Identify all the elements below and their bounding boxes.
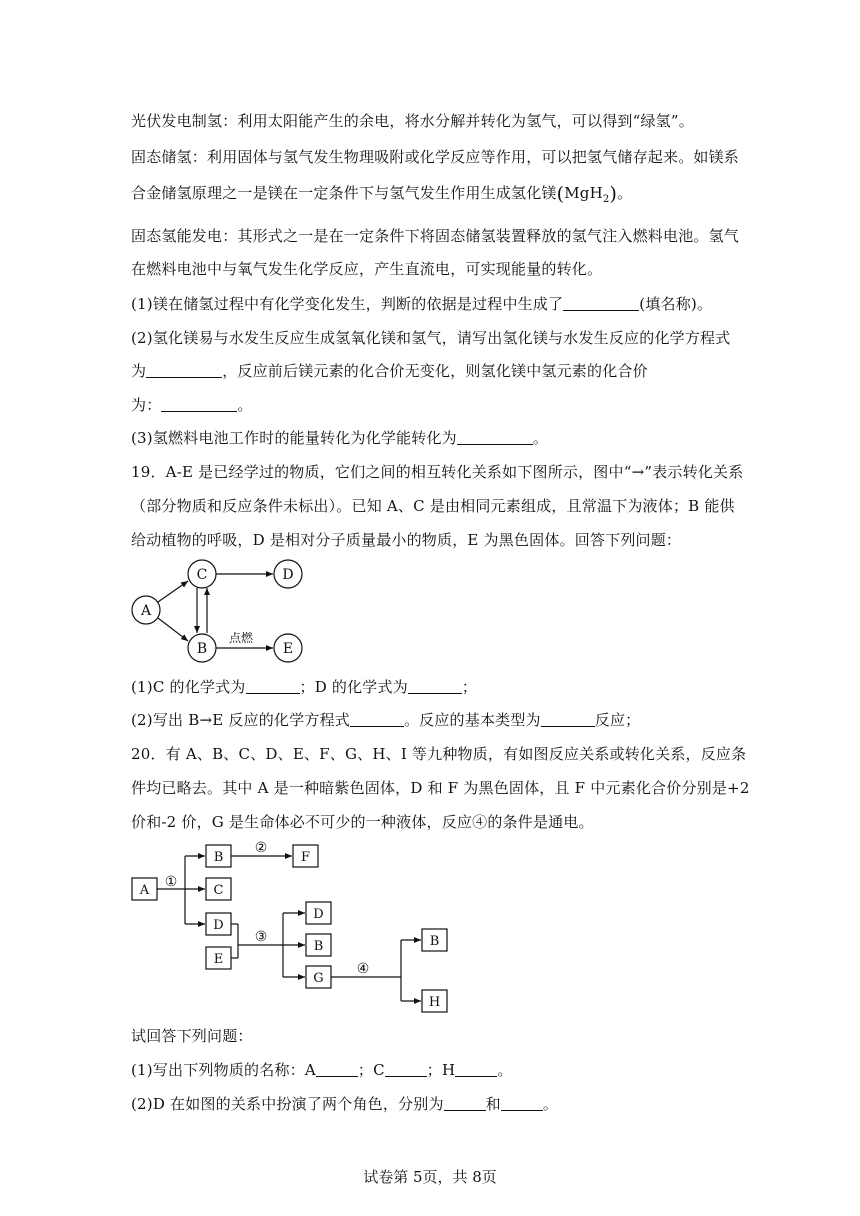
answer-blank[interactable] — [408, 678, 462, 694]
q19-stem-2: （部分物质和反应条件未标出）。已知 A、C 是由相同元素组成，且常温下为液体；B 能供 — [131, 497, 735, 515]
label-f: F — [300, 850, 311, 865]
label-d: D — [282, 567, 294, 583]
para-fuel-cell-1: 固态氢能发电：其形式之一是在一定条件下将固态储氢装置释放的氢气注入燃料电池。氢气 — [131, 227, 740, 245]
answer-blank[interactable] — [563, 295, 639, 311]
q18-sub1: (1)镁在储氢过程中有化学变化发生，判断的依据是过程中生成了 (填名称)。 — [131, 295, 713, 313]
label-a: A — [139, 883, 150, 898]
q20-stem-3: 价和-2 价，G 是生命体必不可少的一种液体，反应④的条件是通电。 — [131, 813, 594, 831]
para-solid-storage-2-text: 合金储氢原理之一是镁在一定条件下与氢气发生作用生成氢化镁 — [131, 184, 557, 202]
answer-blank[interactable] — [501, 1095, 543, 1111]
arrow-a-c — [158, 581, 188, 602]
formula-paren-right: ) — [609, 183, 618, 205]
answer-blank[interactable] — [246, 678, 300, 694]
q19-sub2: (2)写出 B→E 反应的化学方程式 。反应的基本类型为 反应； — [131, 711, 641, 729]
formula-paren-left: ( — [556, 183, 565, 205]
answer-blank[interactable] — [350, 711, 404, 727]
para-solid-storage-2 — [131, 183, 632, 210]
q20-stem-2: 件均已略去。其中 A 是一种暗紫色固体，D 和 F 为黑色固体，且 F 中元素化合价分别是+2 — [131, 779, 750, 797]
q18-sub2-line1: (2)氢化镁易与水发生反应生成氢氧化镁和氢气，请写出氢化镁与水发生反应的化学方程式 — [131, 329, 731, 347]
para-pv-hydrogen: 光伏发电制氢：利用太阳能产生的余电，将水分解并转化为氢气，可以得到“绿氢”。 — [131, 112, 694, 130]
label-c: C — [213, 883, 224, 898]
answer-blank[interactable] — [455, 1061, 497, 1077]
label-reaction-2: ② — [254, 840, 268, 856]
q19-stem-3: 给动植物的呼吸，D 是相对分子质量最小的物质，E 为黑色固体。回答下列问题： — [131, 531, 682, 549]
arrow-a-b — [158, 618, 188, 641]
q18-sub2-line2: 为 ，反应前后镁元素的化合价无变化，则氢化镁中氢元素的化合价 — [131, 362, 648, 380]
answer-blank[interactable] — [385, 1061, 427, 1077]
label-d: D — [213, 918, 224, 933]
label-reaction-4: ④ — [356, 961, 370, 977]
q19-diagram — [125, 556, 325, 668]
label-e: E — [213, 952, 224, 967]
q20-sub2: (2)D 在如图的关系中扮演了两个角色，分别为 和 。 — [131, 1095, 559, 1113]
page-footer: 试卷第 5页，共 8页 — [363, 1168, 497, 1186]
q19-sub1: (1)C 的化学式为 ；D 的化学式为 ； — [131, 678, 478, 696]
formula-mgh2: MgH$_2$ — [564, 184, 610, 205]
para-fuel-cell-2: 在燃料电池中与氧气发生化学反应，产生直流电，可实现能量的转化。 — [131, 260, 603, 278]
label-g: G — [313, 971, 324, 986]
answer-blank[interactable] — [444, 1095, 486, 1111]
label-b: B — [213, 850, 224, 865]
q20-stem-1: 20．有 A、B、C、D、E、F、G、H、I 等九种物质，有如图反应关系或转化关系，反应条 — [131, 745, 747, 763]
label-reaction-3: ③ — [254, 929, 268, 945]
q20-diagram — [125, 838, 465, 1018]
label-b2: B — [313, 939, 324, 954]
label-ignite: 点燃 — [228, 631, 254, 645]
q20-sub1: (1)写出下列物质的名称：A ；C ；H 。 — [131, 1061, 513, 1079]
label-reaction-1: ① — [164, 874, 178, 890]
answer-blank[interactable] — [541, 711, 595, 727]
label-b: B — [196, 641, 208, 657]
para-solid-storage-2-end: 。 — [617, 184, 633, 202]
answer-blank[interactable] — [161, 396, 237, 412]
label-b3: B — [429, 934, 440, 949]
answer-blank[interactable] — [146, 362, 222, 378]
q18-sub2-line3: 为： 。 — [131, 396, 253, 414]
answer-blank[interactable] — [316, 1061, 358, 1077]
q18-sub3: (3)氢燃料电池工作时的能量转化为化学能转化为 。 — [131, 429, 549, 447]
answer-blank[interactable] — [457, 429, 533, 445]
label-h: H — [428, 995, 441, 1010]
para-solid-storage-1: 固态储氢：利用固体与氢气发生物理吸附或化学反应等作用，可以把氢气储存起来。如镁系 — [131, 148, 740, 166]
label-c: C — [196, 567, 208, 583]
q20-intro: 试回答下列问题： — [131, 1027, 253, 1045]
q19-stem-1: 19．A-E 是已经学过的物质，它们之间的相互转化关系如下图所示，图中“→”表示转化关系 — [131, 463, 744, 481]
label-e: E — [282, 641, 294, 657]
label-d2: D — [313, 907, 324, 922]
label-a: A — [140, 603, 152, 619]
